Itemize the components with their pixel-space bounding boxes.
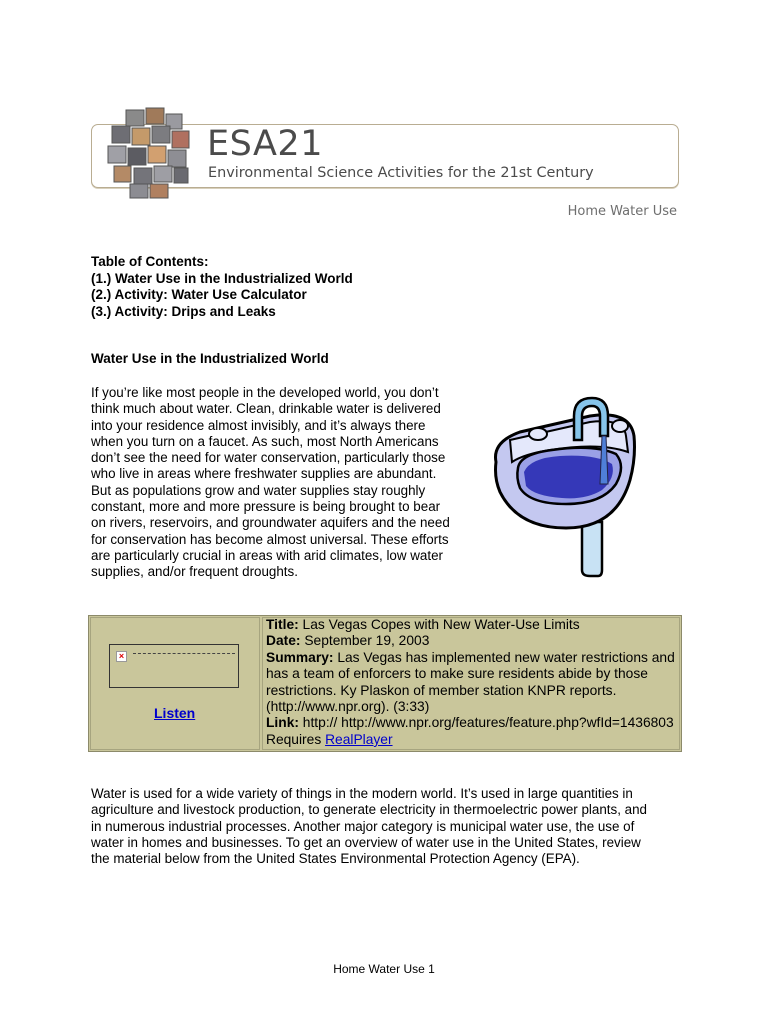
paragraph-line: don’t see the need for water conservation, particularly those xyxy=(91,450,446,466)
page-section-title: Home Water Use xyxy=(567,204,677,219)
paragraph-line: constant, more and more pressure is being brought to bear xyxy=(91,499,441,515)
intro-paragraph xyxy=(91,385,471,581)
paragraph-line: are particularly crucial in areas with arid climates, low water xyxy=(91,547,444,563)
story-link-line xyxy=(266,715,680,731)
paragraph-line: think much about water. Clean, drinkable water is delivered xyxy=(91,401,441,417)
section-heading: Water Use in the Industrialized World xyxy=(91,351,329,366)
toc-heading: Table of Contents: xyxy=(91,254,209,269)
summary-text: Las Vegas has implemented new water restrictions and xyxy=(333,649,675,665)
summary-text: restrictions. Ky Plaskon of member station KNPR reports. xyxy=(266,682,617,698)
paragraph-line: But as populations grow and water supplies stay roughly xyxy=(91,482,426,498)
sink-faucet-icon xyxy=(490,392,638,578)
paragraph-line: agriculture and livestock production, to generate electricity in thermoelectric power plants, and xyxy=(91,802,647,818)
paragraph-line: Water is used for a wide variety of things in the modern world. It’s used in large quantities in xyxy=(91,786,633,801)
story-summary-line xyxy=(266,650,680,666)
table-of-contents xyxy=(91,254,353,320)
embedded-player[interactable] xyxy=(109,644,239,688)
toc-item: (1.) Water Use in the Industrialized World xyxy=(91,270,353,286)
paragraph-line: in numerous industrial processes. Another major category is municipal water use, the use of xyxy=(91,818,635,834)
paragraph-line: supplies, and/or frequent droughts. xyxy=(91,564,298,580)
summary-text: (http://www.npr.org). (3:33) xyxy=(266,699,430,715)
paragraph-line: when you turn on a faucet. As such, most North Americans xyxy=(91,433,439,449)
story-date-line xyxy=(266,633,680,649)
paragraph-line: the material below from the United States Environmental Protection Agency (EPA). xyxy=(91,851,580,867)
banner-subtitle: Environmental Science Activities for the 21st Century xyxy=(208,165,594,181)
link-label: Link: xyxy=(266,715,299,731)
paragraph-line: who live in areas where freshwater supplies are abundant. xyxy=(91,466,437,482)
summary-label: Summary: xyxy=(266,649,334,665)
paragraph-line: on rivers, reservoirs, and groundwater aquifers and the need xyxy=(91,515,450,531)
story-date: September 19, 2003 xyxy=(300,633,430,649)
toc-item: (3.) Activity: Drips and Leaks xyxy=(91,303,276,319)
requires-text: Requires xyxy=(266,731,326,747)
paragraph-line: If you’re like most people in the developed world, you don’t xyxy=(91,385,439,400)
summary-text: has a team of enforcers to make sure residents abide by those xyxy=(266,666,648,682)
broken-image-icon: × xyxy=(116,651,127,662)
title-label: Title: xyxy=(266,617,299,632)
paragraph-line: into your residence almost invisibly, and it’s always there xyxy=(91,417,426,433)
story-details xyxy=(266,617,680,748)
page-footer: Home Water Use 1 xyxy=(333,962,435,976)
listen-link[interactable]: Listen xyxy=(154,705,196,721)
banner-title: ESA21 xyxy=(207,124,323,164)
date-label: Date: xyxy=(266,633,301,649)
story-title: Las Vegas Copes with New Water-Use Limits xyxy=(298,617,580,632)
paragraph-line: for conservation has become almost universal. These efforts xyxy=(91,531,449,547)
water-use-paragraph xyxy=(91,786,691,867)
photo-cube-logo-icon xyxy=(104,106,198,202)
paragraph-line: water in homes and businesses. To get an overview of water use in the United States, review xyxy=(91,834,641,850)
realplayer-link[interactable]: RealPlayer xyxy=(325,731,393,747)
story-title-line xyxy=(266,617,680,633)
player-placeholder-line xyxy=(133,653,235,654)
toc-item: (2.) Activity: Water Use Calculator xyxy=(91,287,307,302)
story-url: http:// http://www.npr.org/features/feature.php?wfId=1436803 xyxy=(298,715,674,731)
requires-line xyxy=(266,732,680,748)
